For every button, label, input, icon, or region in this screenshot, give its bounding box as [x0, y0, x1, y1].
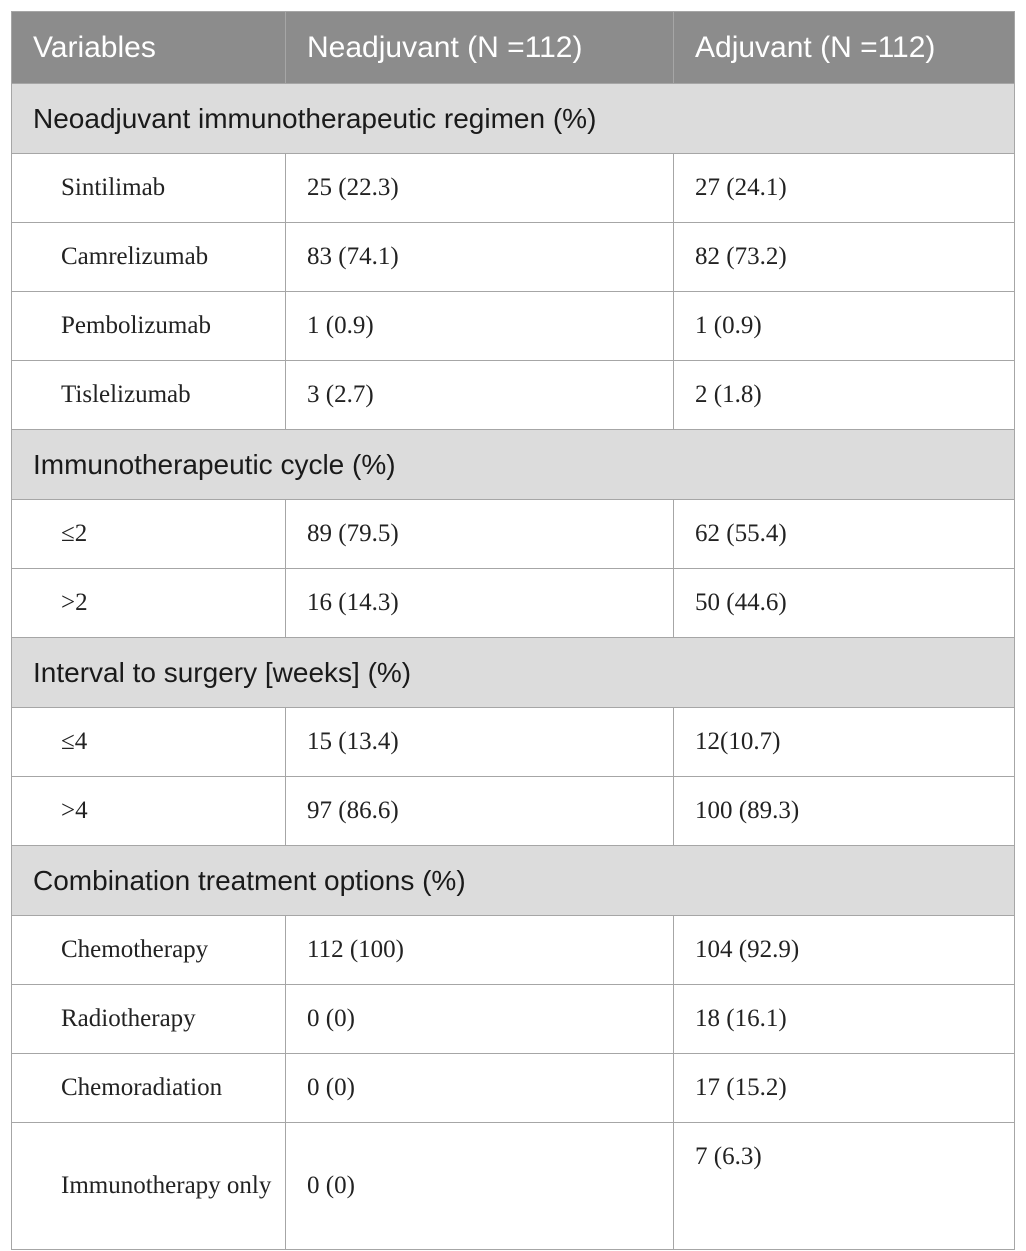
table-row	[12, 1054, 1015, 1123]
adjuvant-value: 12(10.7)	[674, 708, 1015, 777]
row-label: Chemotherapy	[12, 916, 286, 985]
row-label: Sintilimab	[12, 154, 286, 223]
neoadjuvant-value: 0 (0)	[286, 985, 674, 1054]
row-label: Pembolizumab	[12, 292, 286, 361]
table-row	[12, 154, 1015, 223]
neoadjuvant-value: 89 (79.5)	[286, 500, 674, 569]
row-label: Camrelizumab	[12, 223, 286, 292]
neoadjuvant-value: 112 (100)	[286, 916, 674, 985]
table-row	[12, 916, 1015, 985]
table-row	[12, 361, 1015, 430]
neoadjuvant-value: 16 (14.3)	[286, 569, 674, 638]
group-row-combination	[12, 846, 1015, 916]
group-title: Interval to surgery [weeks] (%)	[12, 638, 1015, 708]
group-row-interval	[12, 638, 1015, 708]
adjuvant-value: 50 (44.6)	[674, 569, 1015, 638]
neoadjuvant-value: 97 (86.6)	[286, 777, 674, 846]
adjuvant-value: 62 (55.4)	[674, 500, 1015, 569]
neoadjuvant-value: 1 (0.9)	[286, 292, 674, 361]
group-title: Neoadjuvant immunotherapeutic regimen (%)	[12, 84, 1015, 154]
group-row-regimen	[12, 84, 1015, 154]
group-title: Immunotherapeutic cycle (%)	[12, 430, 1015, 500]
row-label: ≤2	[12, 500, 286, 569]
table-row	[12, 500, 1015, 569]
header-variables: Variables	[12, 12, 286, 84]
adjuvant-value: 1 (0.9)	[674, 292, 1015, 361]
neoadjuvant-value: 25 (22.3)	[286, 154, 674, 223]
adjuvant-value: 82 (73.2)	[674, 223, 1015, 292]
header-neoadjuvant: Neadjuvant (N =112)	[286, 12, 674, 84]
neoadjuvant-value: 15 (13.4)	[286, 708, 674, 777]
table-row	[12, 708, 1015, 777]
table-row	[12, 569, 1015, 638]
row-label: Immunotherapy only	[12, 1123, 286, 1250]
treatment-table	[11, 11, 1015, 1250]
table-row	[12, 1123, 1015, 1250]
adjuvant-value: 7 (6.3)	[674, 1123, 1015, 1250]
row-label: Radiotherapy	[12, 985, 286, 1054]
neoadjuvant-value: 0 (0)	[286, 1123, 674, 1250]
group-title: Combination treatment options (%)	[12, 846, 1015, 916]
table-row	[12, 292, 1015, 361]
adjuvant-value: 27 (24.1)	[674, 154, 1015, 223]
neoadjuvant-value: 3 (2.7)	[286, 361, 674, 430]
row-label: >2	[12, 569, 286, 638]
row-label: Tislelizumab	[12, 361, 286, 430]
row-label: Chemoradiation	[12, 1054, 286, 1123]
adjuvant-value: 100 (89.3)	[674, 777, 1015, 846]
row-label: >4	[12, 777, 286, 846]
adjuvant-value: 104 (92.9)	[674, 916, 1015, 985]
adjuvant-value: 18 (16.1)	[674, 985, 1015, 1054]
table-row	[12, 985, 1015, 1054]
table-row	[12, 777, 1015, 846]
neoadjuvant-value: 83 (74.1)	[286, 223, 674, 292]
row-label: ≤4	[12, 708, 286, 777]
group-row-cycle	[12, 430, 1015, 500]
adjuvant-value: 17 (15.2)	[674, 1054, 1015, 1123]
header-adjuvant: Adjuvant (N =112)	[674, 12, 1015, 84]
header-row	[12, 12, 1015, 84]
table-row	[12, 223, 1015, 292]
adjuvant-value: 2 (1.8)	[674, 361, 1015, 430]
neoadjuvant-value: 0 (0)	[286, 1054, 674, 1123]
